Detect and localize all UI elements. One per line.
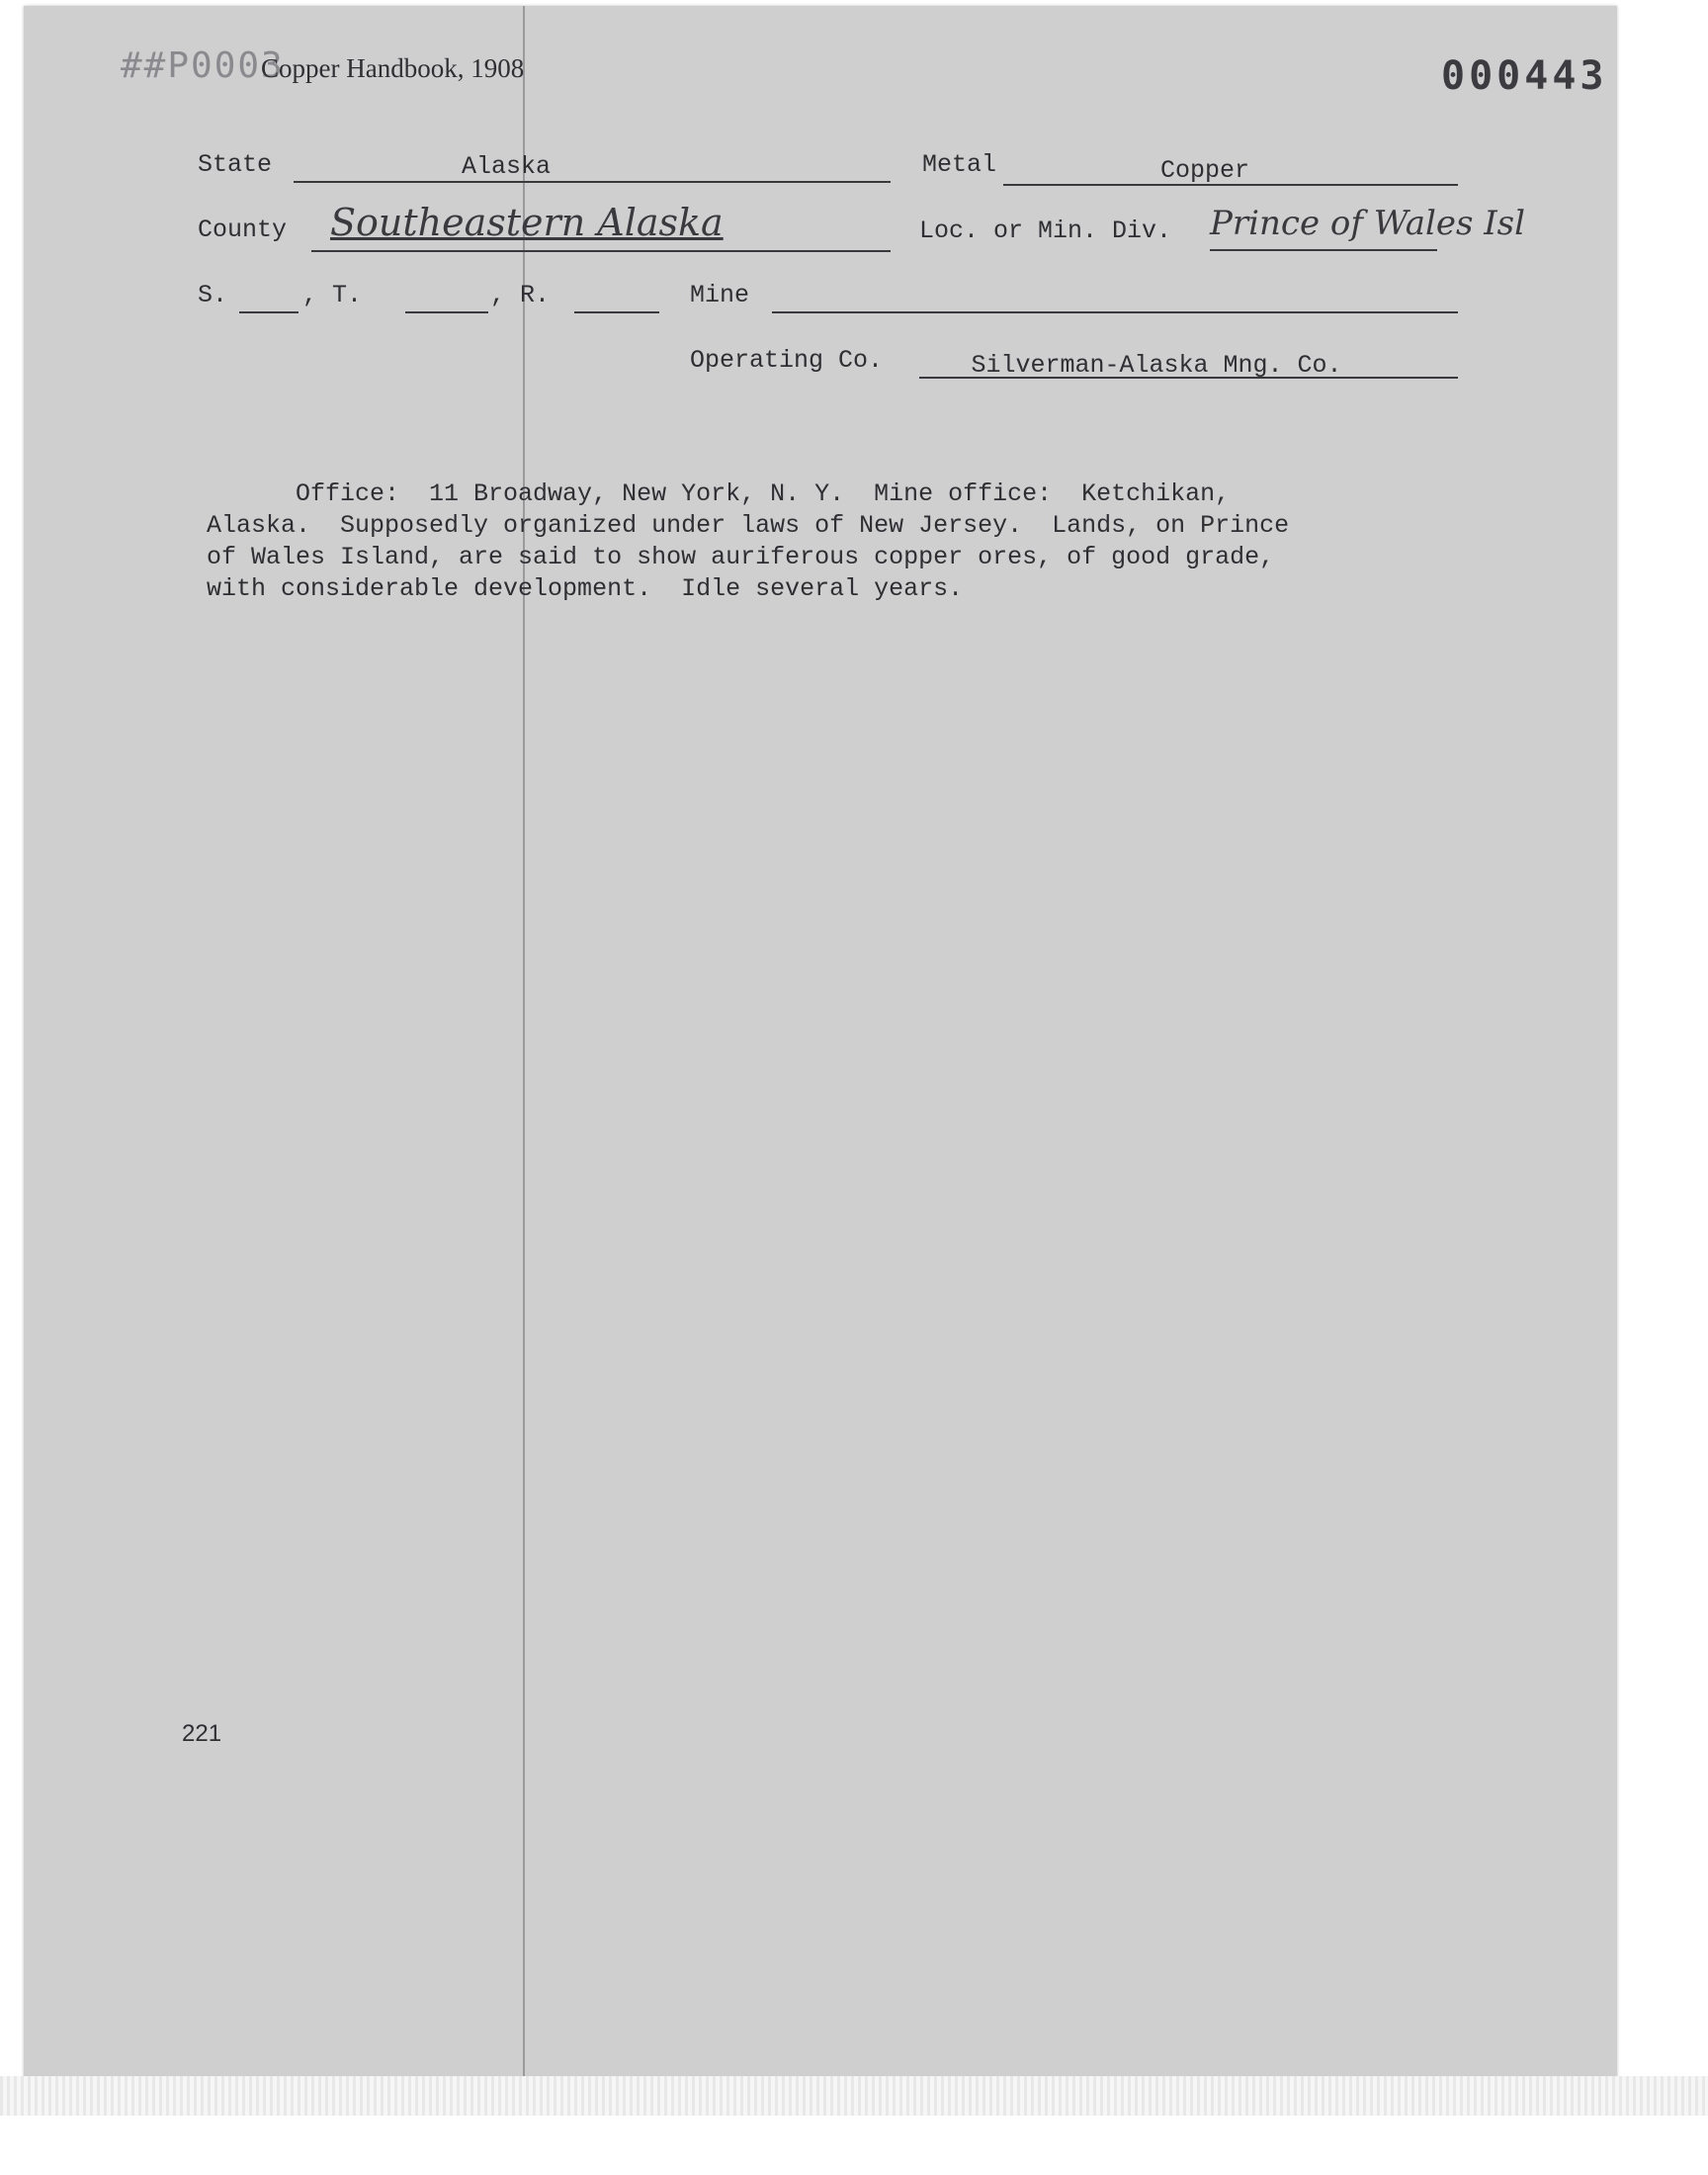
loc-label: Loc. or Min. Div. (919, 217, 1172, 245)
operating-co-value: Silverman-Alaska Mng. Co. (971, 351, 1342, 380)
county-label: County (198, 216, 288, 244)
mine-label: Mine (690, 281, 750, 309)
body-paragraph: Office: 11 Broadway, New York, N. Y. Mine office: Ketchikan, Alaska. Supposedly organized under laws of New Jersey. Lands, on Prince of Wales Island, are said to show auriferous copper ores, of good grade, with considerable development. Idle several years. (207, 479, 1290, 603)
section-line (239, 311, 299, 313)
county-value: Southeastern Alaska (330, 201, 724, 244)
document-page (24, 6, 1617, 2078)
state-label: State (198, 150, 273, 179)
metal-label: Metal (922, 150, 997, 179)
county-line (311, 250, 891, 252)
township-line (405, 311, 488, 313)
scan-fold-line (523, 6, 525, 2078)
scanner-edge-strip (0, 2076, 1708, 2116)
section-label: S. (198, 281, 228, 309)
loc-value: Prince of Wales Isl (1210, 204, 1525, 243)
handbook-title: Copper Handbook, 1908 (261, 53, 525, 83)
page-number: 221 (182, 1720, 222, 1747)
state-line (294, 181, 891, 183)
ghost-stamp: ##P0003 (121, 45, 285, 86)
operating-co-label: Operating Co. (690, 346, 884, 375)
range-line (574, 311, 659, 313)
document-number: 000443 (1441, 53, 1608, 99)
mine-line (772, 311, 1458, 313)
loc-underline (1210, 249, 1437, 251)
township-label: , T. (302, 281, 363, 309)
range-label: , R. (490, 281, 551, 309)
metal-value: Copper (1159, 156, 1249, 185)
state-value: Alaska (461, 152, 551, 181)
